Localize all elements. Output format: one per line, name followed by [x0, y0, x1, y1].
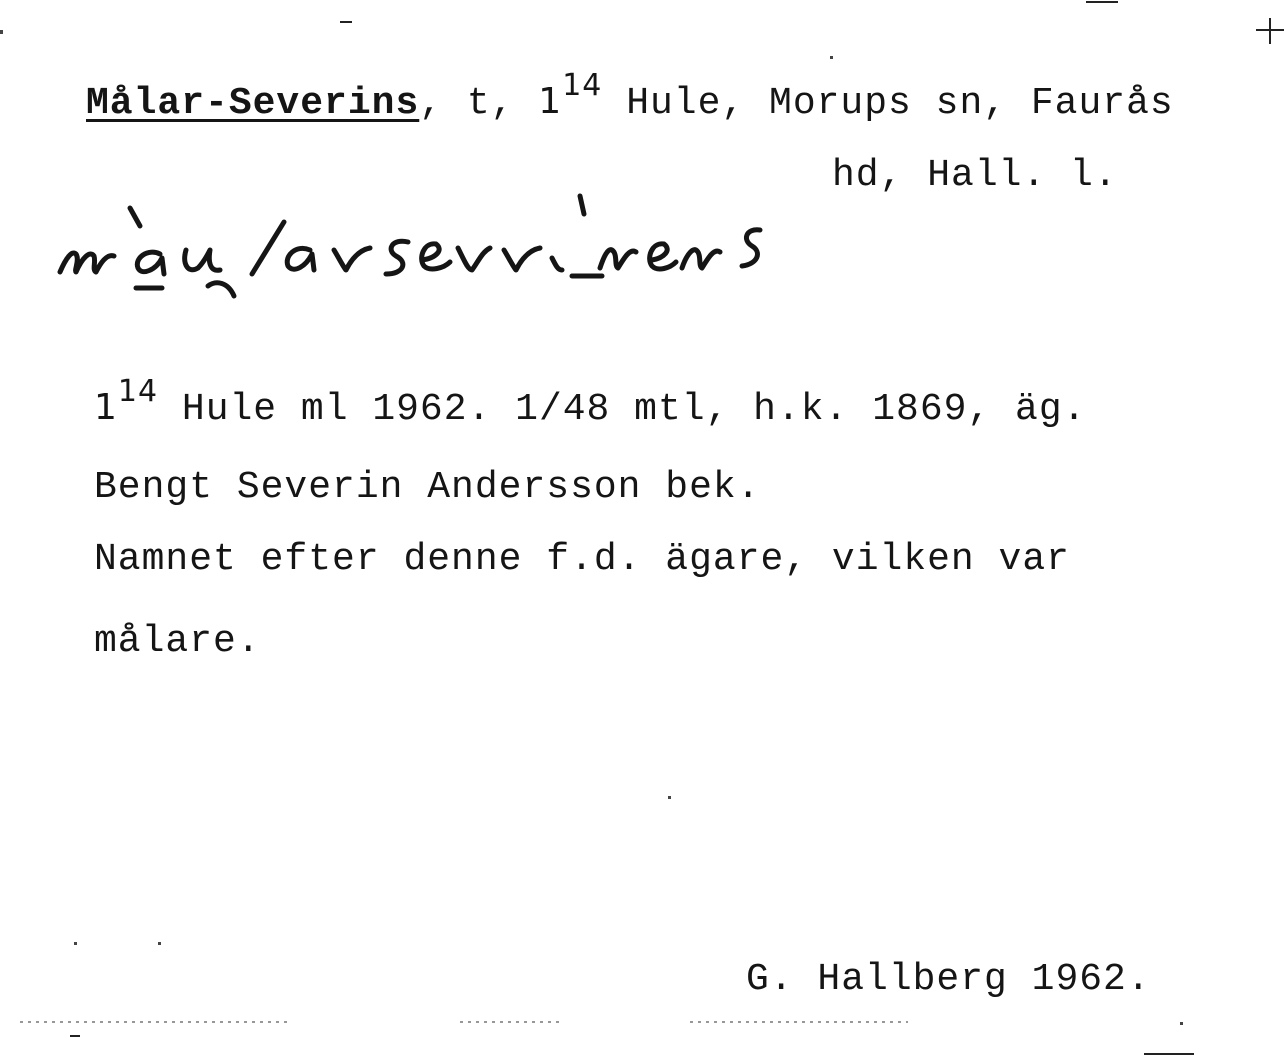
handwritten-pronunciation	[52, 178, 792, 308]
body-line-2: Bengt Severin Andersson bek.	[94, 466, 761, 509]
body-line-4: målare.	[94, 620, 261, 663]
body-number: 1	[94, 387, 118, 428]
header-number: 1	[538, 81, 563, 122]
header-line-1	[86, 68, 1174, 126]
body-line-1	[94, 374, 1087, 432]
headword: Målar-Severins	[86, 82, 420, 125]
body-line-1-text: Hule ml 1962. 1/48 mtl, h.k. 1869, äg.	[158, 388, 1087, 431]
header-superscript: 14	[562, 68, 603, 103]
header-part-1: , t,	[419, 82, 539, 125]
header-line-2: hd, Hall. l.	[832, 154, 1118, 197]
signature: G. Hallberg 1962.	[746, 958, 1151, 1001]
body-superscript: 14	[117, 374, 159, 409]
header-part-2: Hule, Morups sn, Faurås	[602, 82, 1174, 125]
body-line-3: Namnet efter denne f.d. ägare, vilken var	[94, 538, 1070, 581]
